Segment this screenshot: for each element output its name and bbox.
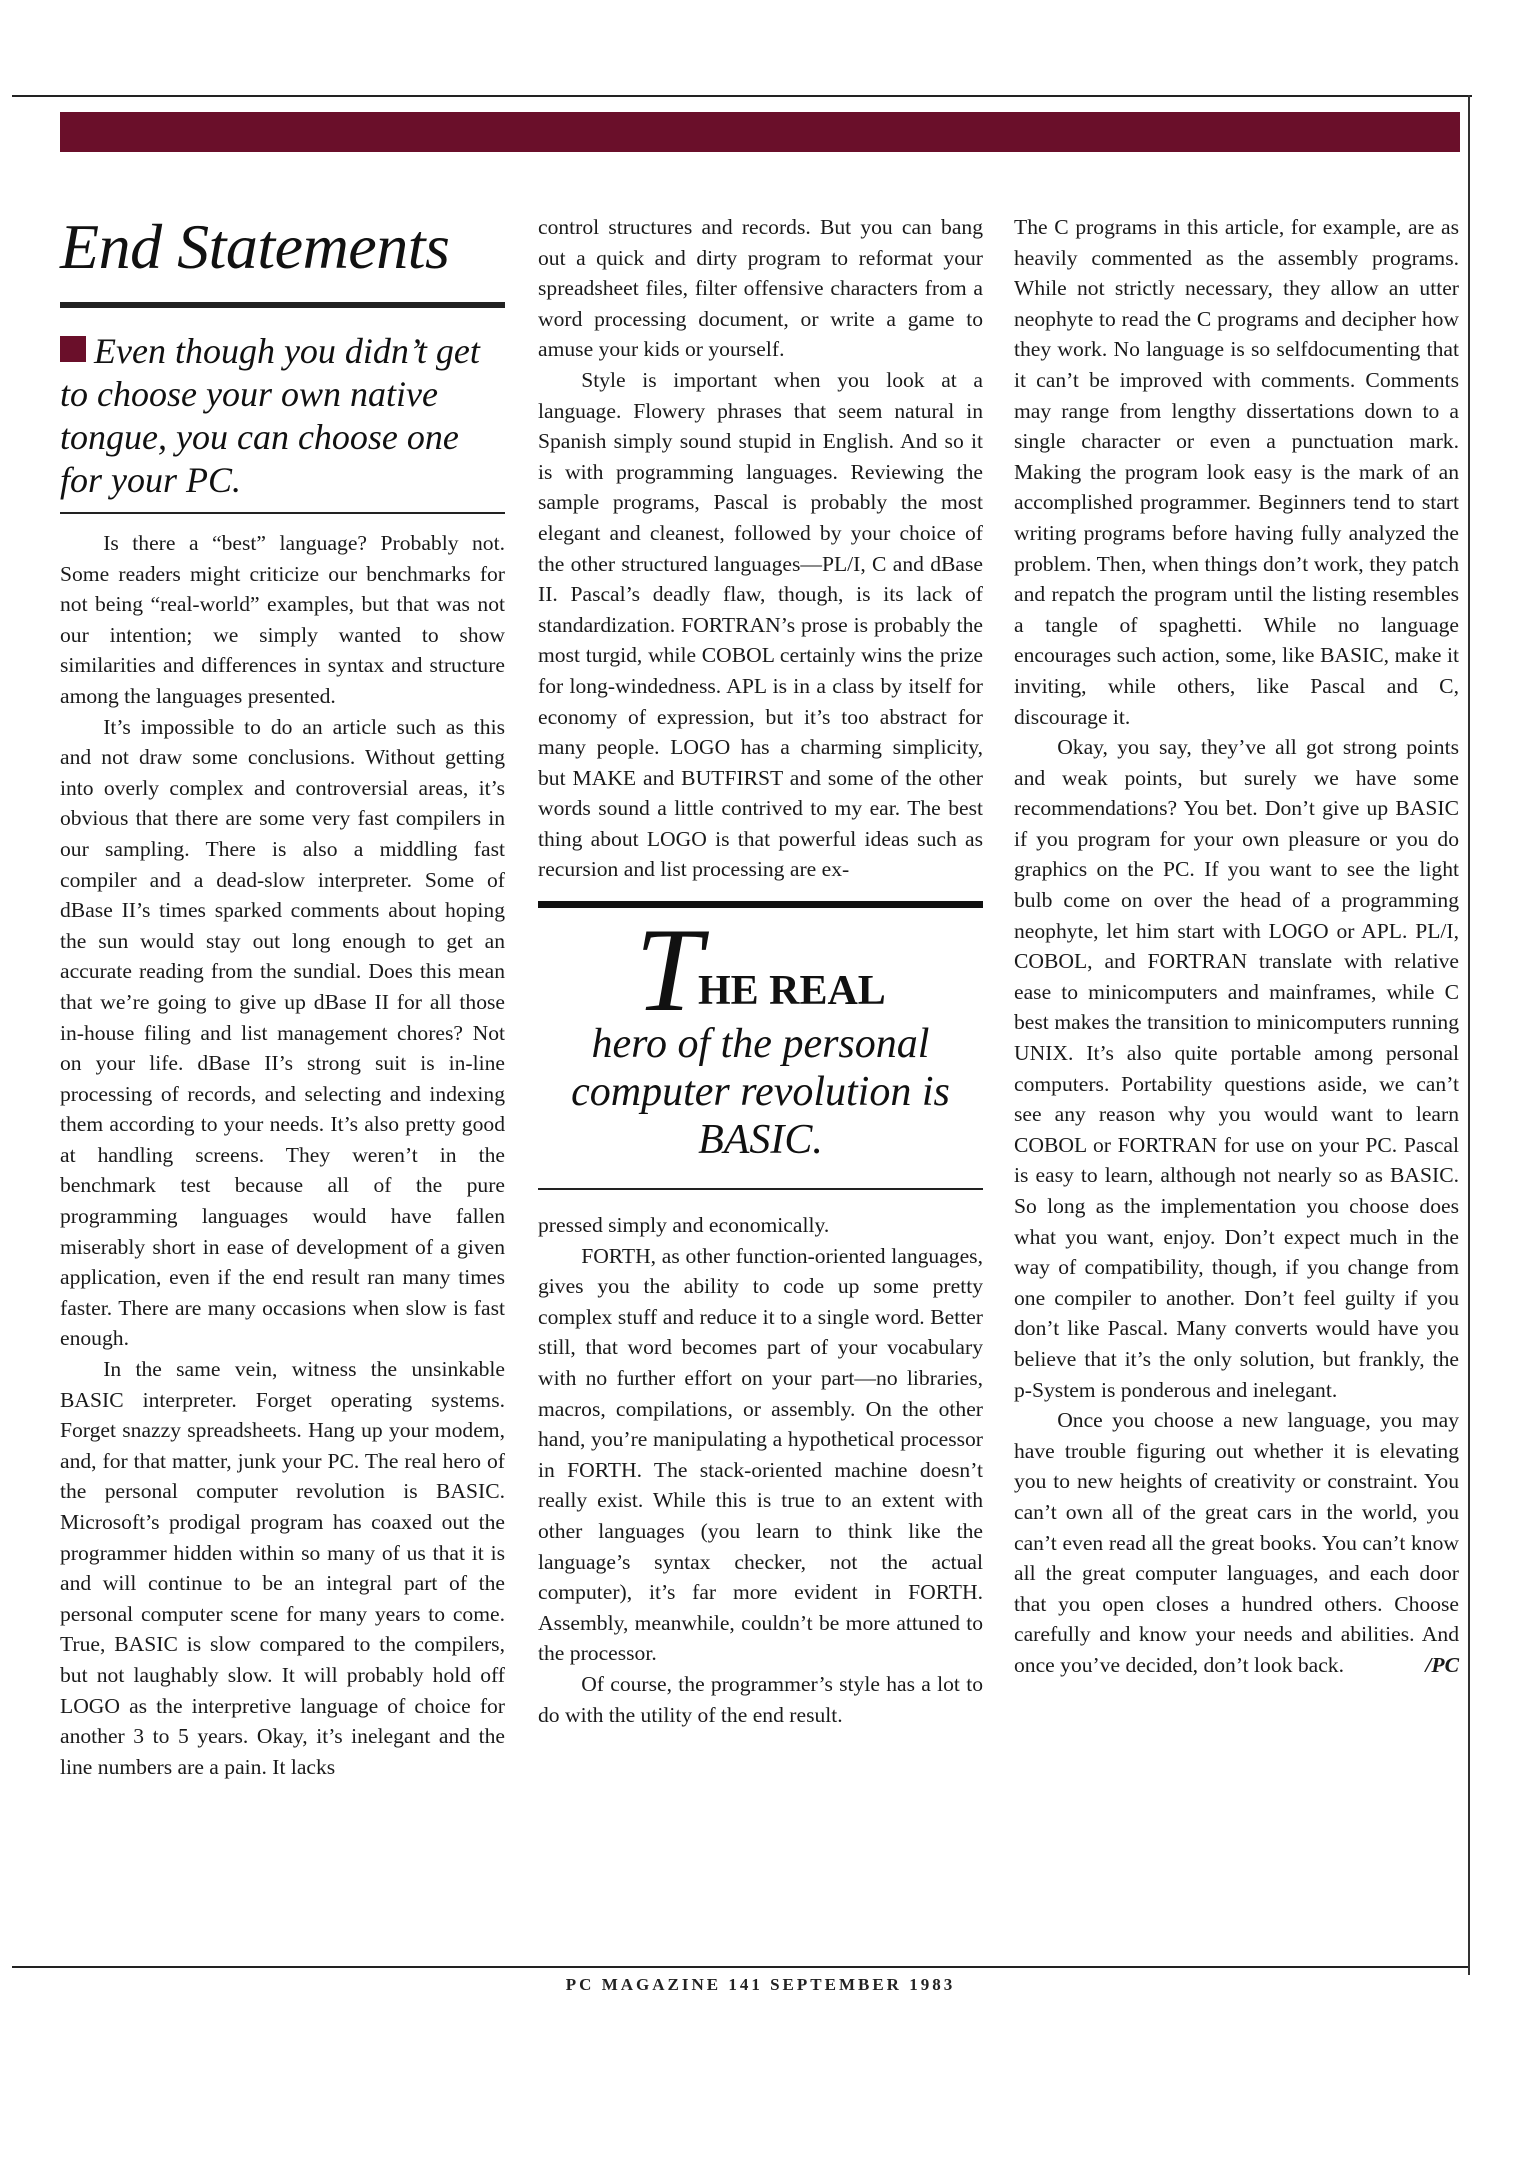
header-banner (60, 112, 1460, 152)
paragraph (1014, 1405, 1459, 1680)
paragraph: The C programs in this article, for example, are as heavily commented as the assembly programs. While not strictly necessary, they allow an utter neophyte to read the C programs and decipher how they work. No language is so selfdocumenting that it can’t be improved with comments. Comments may range from lengthy dissertations down to a single character or even a punctuation mark. Making the program look easy is the mark of an accomplished programmer. Beginners tend to start writing programs before having fully analyzed the problem. Then, when things don’t work, they patch and repatch the program until the listing resembles a tangle of spaghetti. While no language encourages such action, some, like BASIC, make it inviting, while others, like Pascal and C, discourage it. (1014, 215, 1459, 729)
column-3 (1014, 212, 1459, 1681)
paragraph: In the same vein, witness the unsinkable BASIC interpreter. Forget operating systems. Forget snazzy spreadsheets. Hang up your modem, and, for that matter, junk your PC. The real hero of the personal computer revolution is BASIC. Microsoft’s prodigal program has coaxed out the programmer hidden within so many of us that it is and will continue to be an integral part of the personal computer scene for many years to come. True, BASIC is slow compared to the compilers, but not laughably slow. It will probably hold off LOGO as the interpretive language of choice for another 3 to 5 years. Okay, it’s inelegant and the line numbers are a pain. It lacks (60, 1357, 505, 1779)
pull-quote-lead: HE REAL (697, 968, 886, 1015)
top-rule (12, 95, 1472, 97)
drop-cap: T (635, 903, 702, 1037)
paragraph: It’s impossible to do an article such as this and not draw some conclusions. Without getting into overly complex and controversial areas, it’s obvious that there are some very fast compilers in our sampling. There is also a middling fast compiler and a dead-slow interpreter. Some of dBase II’s times sparked comments about hoping the sun would stay out long enough to get an accurate reading from the sundial. Does this mean that we’re going to give up dBase II for all those in-house filing and list management chores? Not on your life. dBase II’s strong suit is in-line processing of records, and selecting and indexing them according to your needs. It’s also pretty good at handling screens. They weren’t in the benchmark test because all of the pure programming languages would have fallen miserably short in ease of development of a given application, even if the end result ran many times faster. There are many occasions when slow is fast enough. (60, 714, 505, 1351)
paragraph: Style is important when you look at a language. Flowery phrases that seem natural in Spanish simply sound stupid in English. And so it is with programming languages. Reviewing the sample programs, Pascal is probably the most elegant and cleanest, followed by your choice of the other structured languages—PL/I, C and dBase II. Pascal’s deadly flaw, though, is its lack of standardization. FORTRAN’s prose is probably the most turgid, while COBOL certainly wins the prize for long-windedness. APL is in a class by itself for economy of expression, but it’s too abstract for many people. LOGO has a charming simplicity, but MAKE and BUTFIRST and some of the other words sound a little contrived to my ear. The best thing about LOGO is that powerful ideas such as recursion and list processing are ex- (538, 367, 983, 882)
paragraph-text: Once you choose a new language, you may have trouble figuring out whether it is elevating you to new heights of creativity or constraint. You can’t own all of the great cars in the world, you can’t even read all the great books. You can’t know all the great computer languages, and each door that you open closes a hundred others. Choose carefully and know your needs and abilities. And once you’ve decided, don’t look back. (1014, 1408, 1459, 1677)
bottom-rule (12, 1966, 1468, 1968)
pull-quote (538, 901, 983, 1190)
paragraph: Okay, you say, they’ve all got strong points and weak points, but surely we have some recommendations? You bet. Don’t give up BASIC if you program for your own pleasure or you do graphics on the PC. If you want to see the light bulb come on over the head of a programming neophyte, let him start with LOGO or APL. PL/I, COBOL, and FORTRAN translate with relative ease to minicomputers and mainframes, while C best makes the transition to minicomputers running UNIX. It’s also quite portable among personal computers. Portability questions aside, we can’t see any reason why you would want to learn COBOL or FORTRAN for use on your PC. Pascal is easy to learn, although not nearly so as BASIC. So long as the implementation you choose does what you want, enjoy. Don’t expect much in the way of compatibility, though, if you change from one compiler to another. Don’t feel guilty if you don’t like Pascal. Many converts would have you believe that it’s the only solution, but frankly, the p-System is ponderous and inelegant. (1014, 735, 1459, 1402)
signoff: /PC (1425, 1652, 1459, 1677)
title-rule (60, 302, 505, 308)
paragraph: control structures and records. But you can bang out a quick and dirty program to reformat your spreadsheet files, filter offensive characters from a word processing document, or write a game to amuse your kids or yourself. (538, 215, 983, 362)
paragraph: Is there a “best” language? Probably not. Some readers might criticize our benchmarks for not being “real-world” examples, but that was not our intention; we simply wanted to show similarities and differences in syntax and structure among the languages presented. (60, 531, 505, 708)
article-deck (60, 330, 505, 502)
pull-quote-text (538, 903, 983, 1188)
paragraph: FORTH, as other function-oriented languages, gives you the ability to code up some pretty complex stuff and reduce it to a single word. Better still, that word becomes part of your vocabulary with no further effort on your part—no libraries, macros, compilations, or assembly. On the other hand, you’re manipulating a hypothetical processor in FORTH. The stack-oriented machine doesn’t really exist. While this is true to an extent with other languages (you learn to think like the language’s syntax checker, not the actual computer), it’s far more evident in FORTH. Assembly, meanwhile, couldn’t be more attuned to the processor. (538, 1243, 983, 1666)
page-footer: PC MAGAZINE 141 SEPTEMBER 1983 (565, 1975, 956, 1994)
pull-quote-rest: hero of the personal computer revolution is BASIC. (571, 1021, 950, 1164)
deck-text: Even though you didn’t get to choose your own native tongue, you can choose one for your PC. (60, 331, 480, 500)
column-2 (538, 212, 983, 1730)
pull-quote-top-rule (538, 901, 983, 908)
right-rule (1468, 95, 1470, 1975)
article-title: End Statements (60, 211, 450, 282)
paragraph: pressed simply and economically. (538, 1213, 830, 1238)
pull-quote-bottom-rule (538, 1188, 983, 1190)
paragraph: Of course, the programmer’s style has a lot to do with the utility of the end result. (538, 1671, 983, 1727)
square-bullet-icon (60, 336, 86, 362)
column-1 (60, 212, 505, 1782)
deck-rule (60, 512, 505, 514)
